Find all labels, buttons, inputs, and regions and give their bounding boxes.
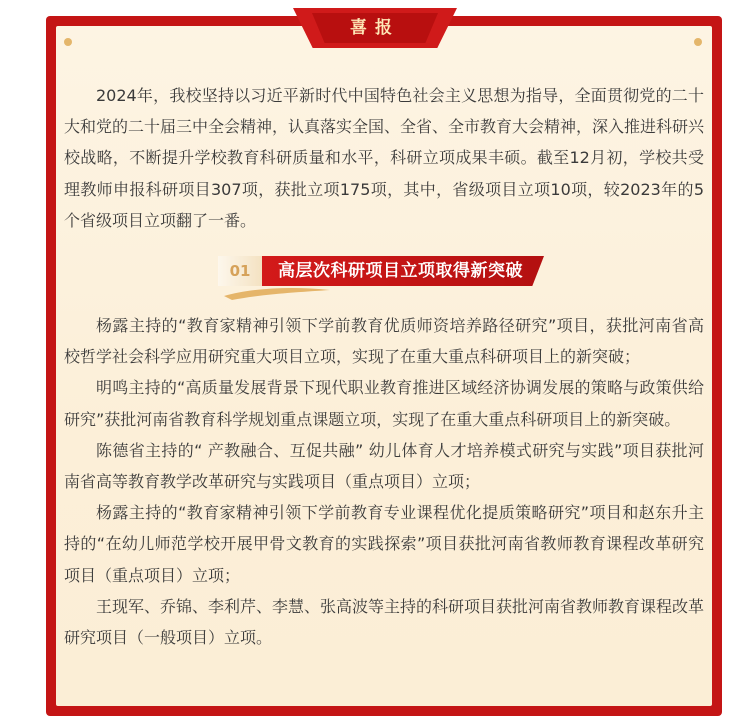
left-corner-dot: [64, 38, 72, 46]
intro-paragraph: 2024年，我校坚持以习近平新时代中国特色社会主义思想为指导，全面贯彻党的二十大和党的二十届三中全会精神，认真落实全国、全省、全市教育大会精神，深入推进科研兴校战略，不断提升学校教育科研质量和水平，科研立项成果丰硕。截至12月初，学校共受理教师申报科研项目307项，获批立项175项，其中，省级项目立项10项，较2023年的5个省级项目立项翻了一番。: [64, 86, 705, 230]
section-number: 01: [229, 262, 251, 280]
gold-swoosh-icon: [222, 282, 332, 302]
header-title: 喜报: [350, 18, 400, 38]
project-item: 杨露主持的“教育家精神引领下学前教育优质师资培养路径研究”项目，获批河南省高校哲学社会科学应用研究重大项目立项，实现了在重大重点科研项目上的新突破；: [64, 316, 704, 367]
project-item: 王现军、乔锦、李利芹、李慧、张高波等主持的科研项目获批河南省教师教育课程改革研究项目（一般项目）立项。: [64, 596, 705, 648]
project-item: 明鸣主持的“高质量发展背景下现代职业教育推进区域经济协调发展的策略与政策供给研究”获批河南省教育科学规划重点课题立项，实现了在重大重点科研项目上的新突破。: [64, 378, 704, 429]
project-item: 杨露主持的“教育家精神引领下学前教育专业课程优化提质策略研究”项目和赵东升主持的“在幼儿师范学校开展甲骨文教育的实践探索”项目获批河南省教师教育课程改革研究项目（重点项目）立项；: [64, 503, 704, 585]
project-item: 陈德省主持的“ 产教融合、互促共融” 幼儿体育人才培养模式研究与实践”项目获批河南省高等教育教学改革研究与实践项目（重点项目）立项；: [64, 440, 704, 492]
intro-text: [64, 80, 704, 236]
right-corner-dot: [694, 38, 702, 46]
section-title: 高层次科研项目立项取得新突破: [278, 261, 523, 281]
project-list: [64, 310, 704, 653]
